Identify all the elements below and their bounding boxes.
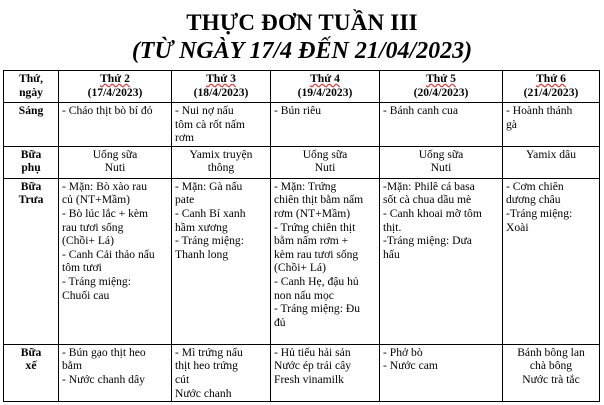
menu-line: hầm xương <box>175 220 228 234</box>
menu-line: sốt cà chua dầu mè <box>383 193 472 207</box>
menu-line: Nước trà tắc <box>522 372 580 386</box>
menu-cell <box>271 344 380 401</box>
page-footer-clip <box>0 398 604 405</box>
menu-cell <box>503 344 600 401</box>
menu-line: củ (NT+Mầm) <box>62 193 131 207</box>
menu-line: - Bò lúc lắc + kèm <box>62 206 149 220</box>
menu-line: - Bún gạo thịt heo <box>62 345 146 359</box>
day-header: Thứ 4 (19/4/2023) <box>271 71 380 103</box>
weekly-menu-table <box>3 70 600 402</box>
menu-line: Yamix truyện <box>189 147 253 161</box>
menu-line: thịt heo trứng <box>175 359 238 373</box>
menu-line: Nuti <box>104 161 126 175</box>
menu-cell <box>380 178 503 344</box>
menu-line: Thanh long <box>175 247 229 261</box>
day-header: Thứ 3 (18/4/2023) <box>172 71 271 103</box>
menu-line: - Cháo thịt bò bí đỏ <box>62 104 153 117</box>
menu-cell <box>503 103 600 147</box>
menu-line: Uống sữa <box>418 147 464 161</box>
menu-line: dương châu <box>506 193 561 207</box>
menu-line: hấu <box>383 247 400 261</box>
menu-line: - Bún riêu <box>274 104 322 117</box>
menu-line: Chuối cau <box>62 288 110 302</box>
menu-line: kèm rau tươi sống <box>274 247 359 261</box>
menu-line: Nuti <box>430 161 452 175</box>
menu-line: -Tráng miệng: <box>506 206 573 220</box>
meal-row <box>4 178 600 344</box>
menu-cell <box>59 103 172 147</box>
menu-line: - Nước chanh dây <box>62 372 145 386</box>
menu-line: (Chồi+ Lá) <box>62 234 114 248</box>
menu-line: Nước chanh <box>175 386 232 400</box>
day-header: Thứ 5 (20/4/2023) <box>380 71 503 103</box>
menu-line: - Hoành thánh <box>506 104 573 117</box>
menu-line: đủ <box>274 315 286 329</box>
menu-line: - Tráng miệng: <box>175 234 244 248</box>
header-row <box>4 71 600 103</box>
menu-line: - Mặn: Trứng <box>274 179 337 193</box>
menu-line: -Tráng miệng: Dưa <box>383 234 472 248</box>
menu-line: Yamix dâu <box>525 147 577 161</box>
menu-line: - Tráng miệng: Đu <box>274 302 360 316</box>
menu-line: rơm <box>175 131 195 145</box>
meal-label: Bữa Trưa <box>4 178 59 344</box>
day-header: Thứ 2 (17/4/2023) <box>59 71 172 103</box>
menu-cell <box>59 178 172 344</box>
meal-label: Sáng <box>4 103 59 147</box>
menu-line: - Canh Hẹ, đậu hủ <box>274 274 359 288</box>
menu-line: rau tươi sống <box>62 220 124 234</box>
menu-line: - Canh Bí xanh <box>175 206 246 220</box>
day-header: Thứ 6 (21/4/2023) <box>503 71 600 103</box>
menu-line: cút <box>175 372 190 386</box>
menu-line: - Canh khoai mỡ tôm <box>383 206 482 220</box>
menu-title: THỰC ĐƠN TUẦN III <box>186 10 418 35</box>
menu-line: - Cơm chiên <box>506 179 564 193</box>
menu-line: Xoài <box>506 220 529 234</box>
menu-line: tôm cà rốt nấm <box>175 117 245 131</box>
menu-cell <box>59 146 172 178</box>
menu-cell <box>271 146 380 178</box>
menu-line: - Mặn: Gà nấu <box>175 179 243 193</box>
menu-line: Bánh bông lan <box>517 345 585 359</box>
menu-line: Nước ép trái cây <box>274 359 352 373</box>
menu-line: (Chồi+ Lá) <box>274 261 326 275</box>
menu-line: thông <box>207 161 235 175</box>
menu-line: - Mì trứng nấu <box>175 345 243 359</box>
menu-line: Uống sữa <box>92 147 138 161</box>
menu-line: - Nước cam <box>383 359 438 373</box>
meal-row <box>4 344 600 401</box>
menu-cell <box>172 146 271 178</box>
menu-cell <box>271 178 380 344</box>
menu-cell <box>59 344 172 401</box>
menu-cell <box>172 344 271 401</box>
menu-cell <box>380 103 503 147</box>
menu-line: non nấu mọc <box>274 288 334 302</box>
menu-line: - Tráng miệng: <box>62 274 131 288</box>
menu-cell <box>503 178 600 344</box>
menu-line: rơm (NT+Mầm) <box>274 206 351 220</box>
menu-line: - Hủ tiếu hải sản <box>274 345 351 359</box>
meal-label: Bữa xế <box>4 344 59 401</box>
menu-line: - Trứng chiên thịt <box>274 220 356 234</box>
menu-line: pate <box>175 193 195 207</box>
menu-line: gà <box>506 117 517 131</box>
menu-line: - Phở bò <box>383 345 423 359</box>
menu-line: - Canh Cải thảo nấu <box>62 247 155 261</box>
menu-line: - Mặn: Bò xào rau <box>62 179 148 193</box>
menu-line: bằm nấm rơm + <box>274 234 349 248</box>
menu-cell <box>172 178 271 344</box>
menu-date-range: (TỪ NGÀY 17/4 ĐẾN 21/04/2023) <box>131 38 473 64</box>
menu-cell <box>271 103 380 147</box>
menu-line: -Mặn: Philê cá basa <box>383 179 475 193</box>
menu-line: Fresh vinamilk <box>274 372 344 386</box>
meal-row <box>4 146 600 178</box>
menu-line: Nuti <box>314 161 336 175</box>
menu-line: tôm tươi <box>62 261 102 275</box>
menu-line: Uống sữa <box>302 147 348 161</box>
meal-row <box>4 103 600 147</box>
menu-cell <box>172 103 271 147</box>
menu-line: thịt. <box>383 220 402 234</box>
menu-line: - Bánh canh cua <box>383 104 459 117</box>
menu-line: chiên thịt bằm nấm <box>274 193 364 207</box>
menu-cell <box>503 146 600 178</box>
corner-header: Thứ, ngày <box>4 71 59 103</box>
menu-line: - Nui nợ nấu <box>175 104 234 117</box>
meal-label: Bữa phụ <box>4 146 59 178</box>
menu-line: chà bông <box>529 359 573 373</box>
menu-line: bằm <box>62 359 82 373</box>
menu-cell <box>380 146 503 178</box>
menu-cell <box>380 344 503 401</box>
